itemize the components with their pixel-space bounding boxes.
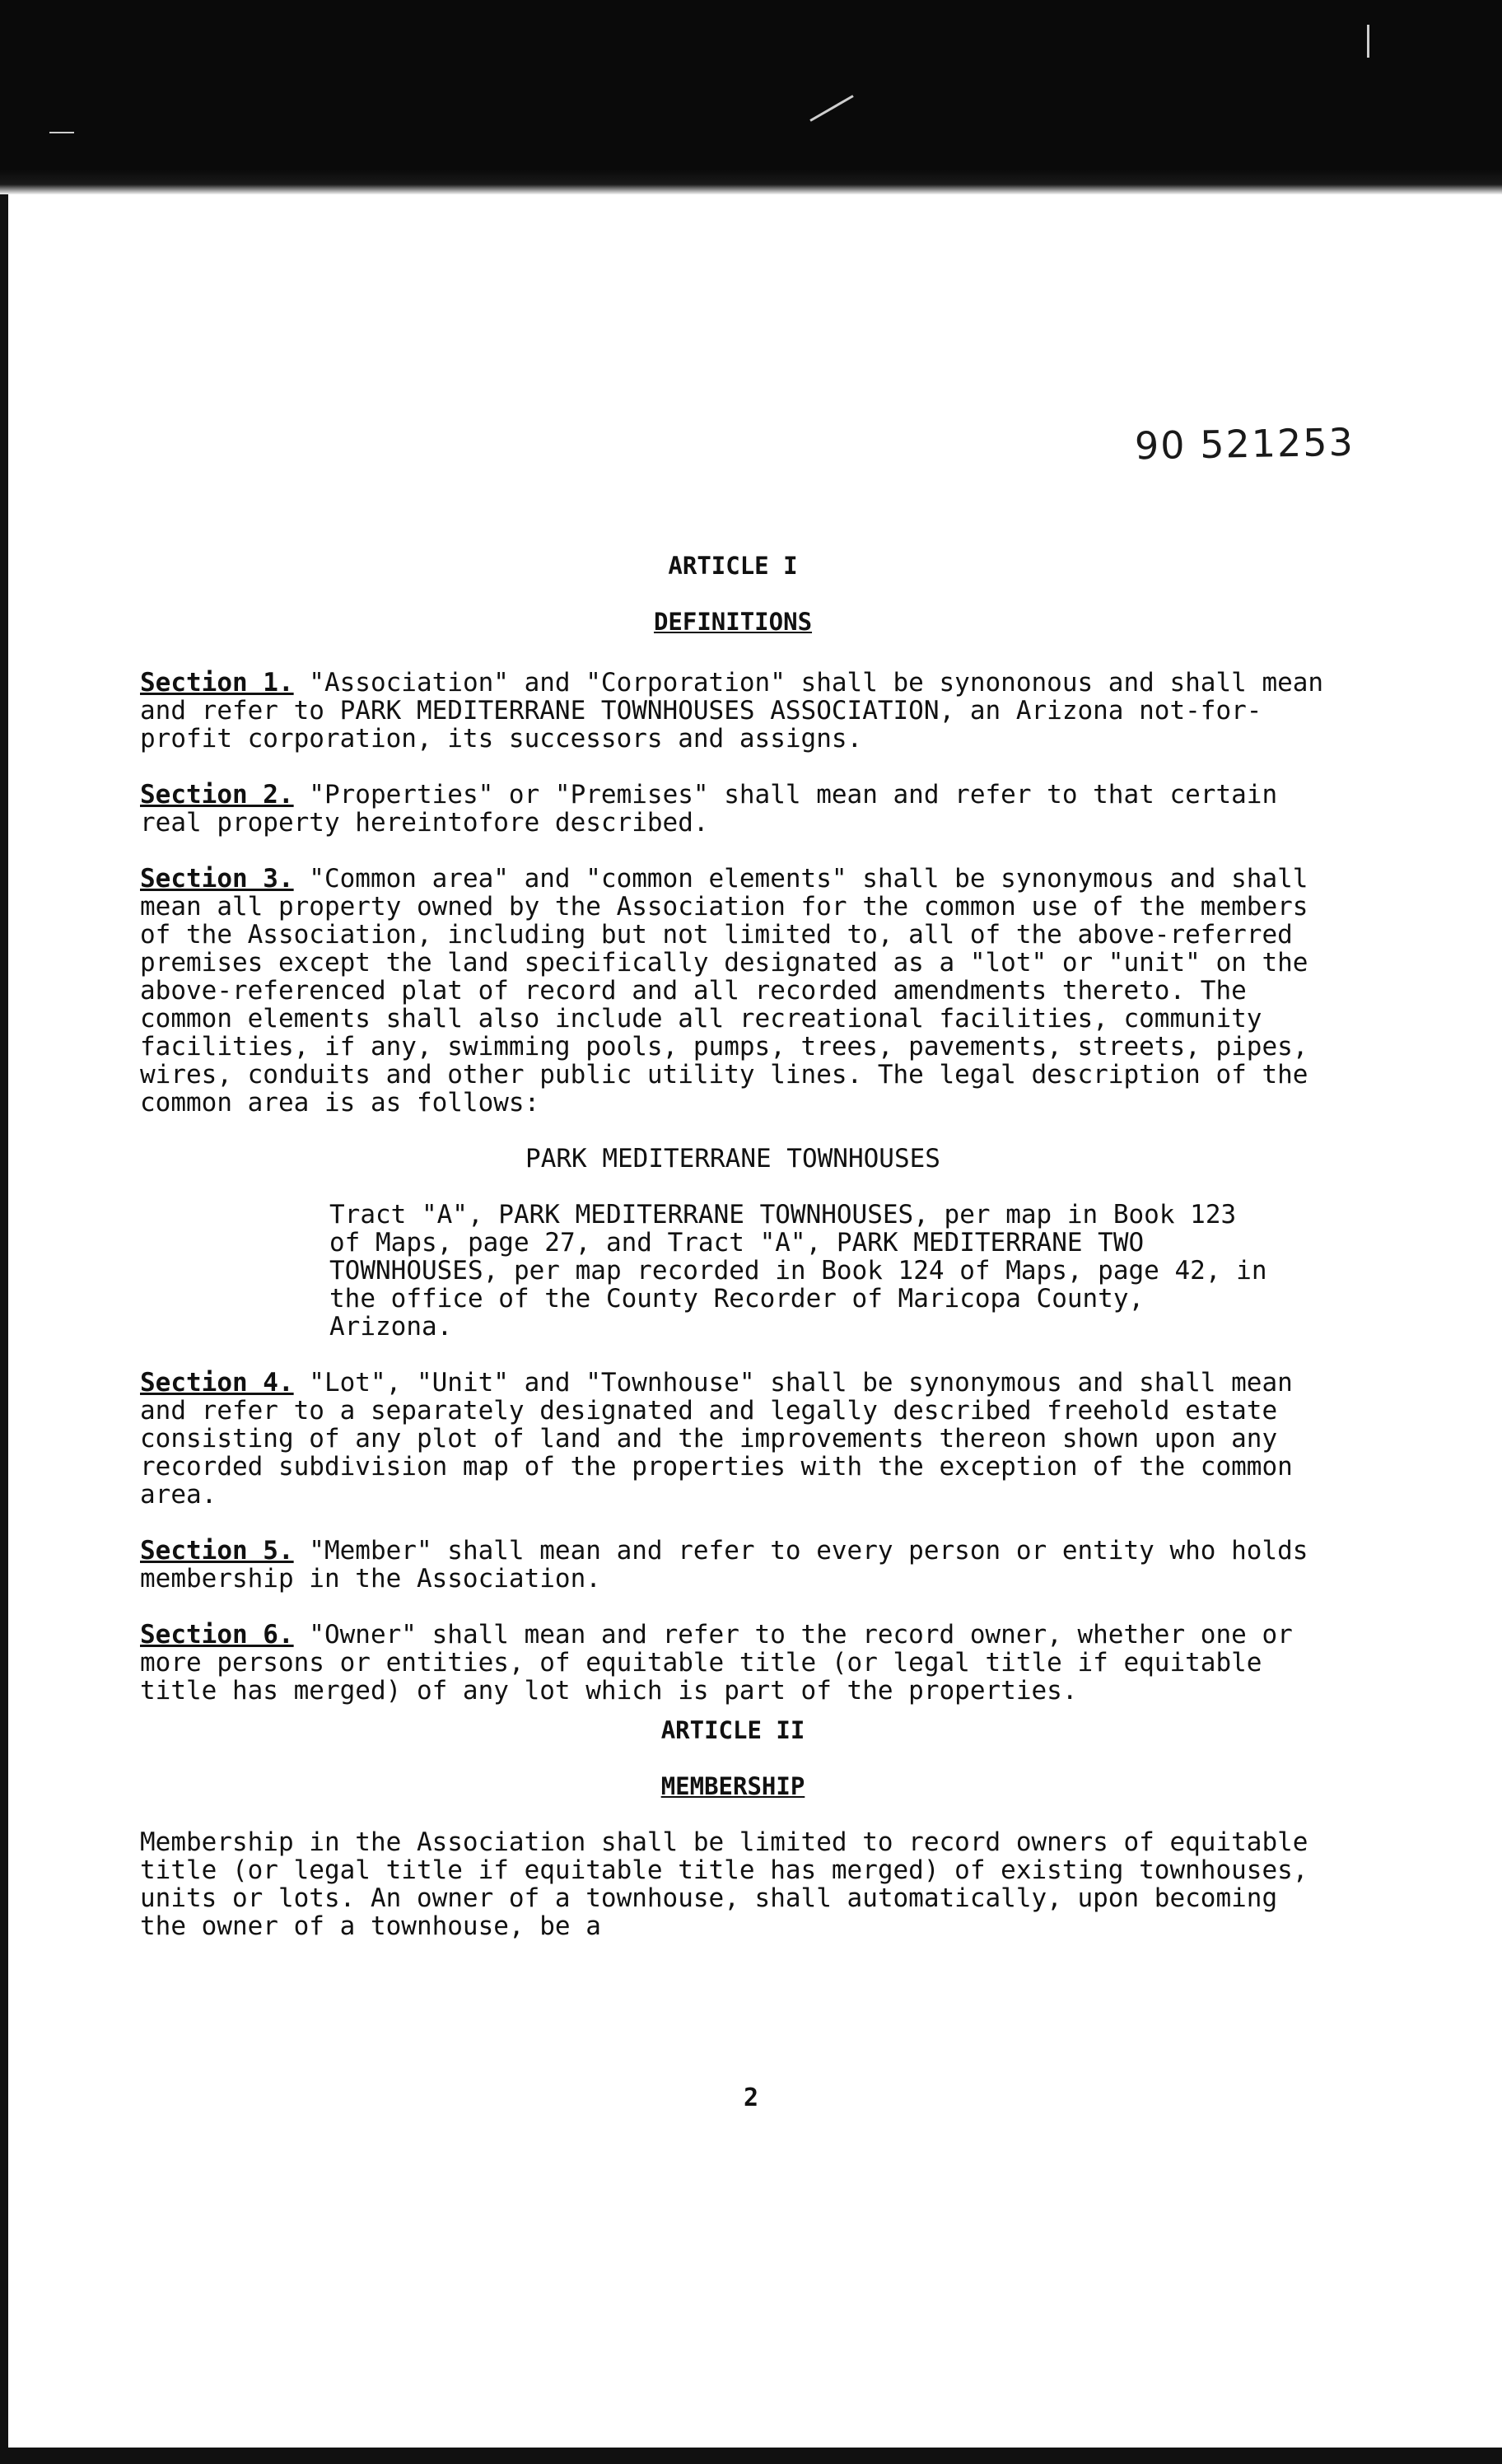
- section-4-label: Section 4.: [140, 1368, 294, 1398]
- section-2-label: Section 2.: [140, 780, 294, 810]
- section-3-text: "Common area" and "common elements" shall be synonymous and shall mean all property owned by the Association for the common use of the members of the Association, including but not limited to, all of the above-referred premises except the land specifically designated as a "lot" or "unit" on the above-referenced plat of record and all recorded amendments thereto. The common elements shall also include all recreational facilities, community facilities, if any, swimming pools, pumps, trees, pavements, streets, pipes, wires, conduits and other public utility lines. The legal description of the common area is as follows:: [140, 864, 1324, 1118]
- section-6: [140, 1621, 1326, 1705]
- article-1-subtitle: DEFINITIONS: [653, 608, 813, 636]
- section-4-text: "Lot", "Unit" and "Townhouse" shall be synonymous and shall mean and refer to a separately designated and legally described freehold estate consisting of any plot of land and the improvements thereon shown upon any recorded subdivision map of the properties with the exception of the common area.: [140, 1368, 1308, 1510]
- scan-speck: [1367, 25, 1369, 58]
- section-4: [140, 1369, 1326, 1509]
- common-area-title: PARK MEDITERRANE TOWNHOUSES: [525, 1144, 940, 1174]
- document-number-stamp: 90 521253: [1134, 419, 1355, 469]
- section-6-label: Section 6.: [140, 1620, 294, 1650]
- scan-left-border: [0, 194, 8, 2464]
- document-page: [140, 552, 1339, 1968]
- section-5-text: "Member" shall mean and refer to every person or entity who holds membership in the Association.: [140, 1536, 1324, 1594]
- scan-speck: [49, 132, 74, 133]
- section-3-label: Section 3.: [140, 864, 294, 894]
- article-2-subtitle: MEMBERSHIP: [660, 1772, 805, 1800]
- section-6-text: "Owner" shall mean and refer to the record owner, whether one or more persons or entities, of equitable title (or legal title if equitable title has merged) of any lot which is part of the properties.: [140, 1620, 1308, 1706]
- scan-top-border: [0, 0, 1502, 194]
- section-2: [140, 781, 1326, 837]
- section-2-text: "Properties" or "Premises" shall mean and refer to that certain real property hereintofore described.: [140, 780, 1293, 838]
- section-1-text: "Association" and "Corporation" shall be synononous and shall mean and refer to PARK MEDITERRANE TOWNHOUSES ASSOCIATION, an Arizona not-for-profit corporation, its successors and assigns.: [140, 668, 1339, 754]
- section-5-label: Section 5.: [140, 1536, 294, 1566]
- section-1: [140, 668, 1339, 754]
- article-2-title: ARTICLE II: [660, 1716, 805, 1744]
- common-area-legal-description: Tract "A", PARK MEDITERRANE TOWNHOUSES, per map in Book 123 of Maps, page 27, and Tract "A", PARK MEDITERRANE TWO TOWNHOUSES, per map recorded in Book 124 of Maps, page 42, in the office of the County Recorder of Maricopa County, Arizona.: [329, 1200, 1267, 1342]
- page-number: 2: [743, 2084, 759, 2112]
- scan-bottom-border: [0, 2448, 1502, 2464]
- section-3: [140, 865, 1326, 1117]
- membership-paragraph: Membership in the Association shall be limited to record owners of equitable title (or legal title if equitable title has merged) of existing townhouses, units or lots. An owner of a townhouse, shall automatically, upon becoming the owner of a townhouse, be a: [140, 1827, 1324, 1941]
- section-1-label: Section 1.: [140, 668, 294, 698]
- article-1-title: ARTICLE I: [668, 552, 798, 580]
- section-5: [140, 1537, 1326, 1593]
